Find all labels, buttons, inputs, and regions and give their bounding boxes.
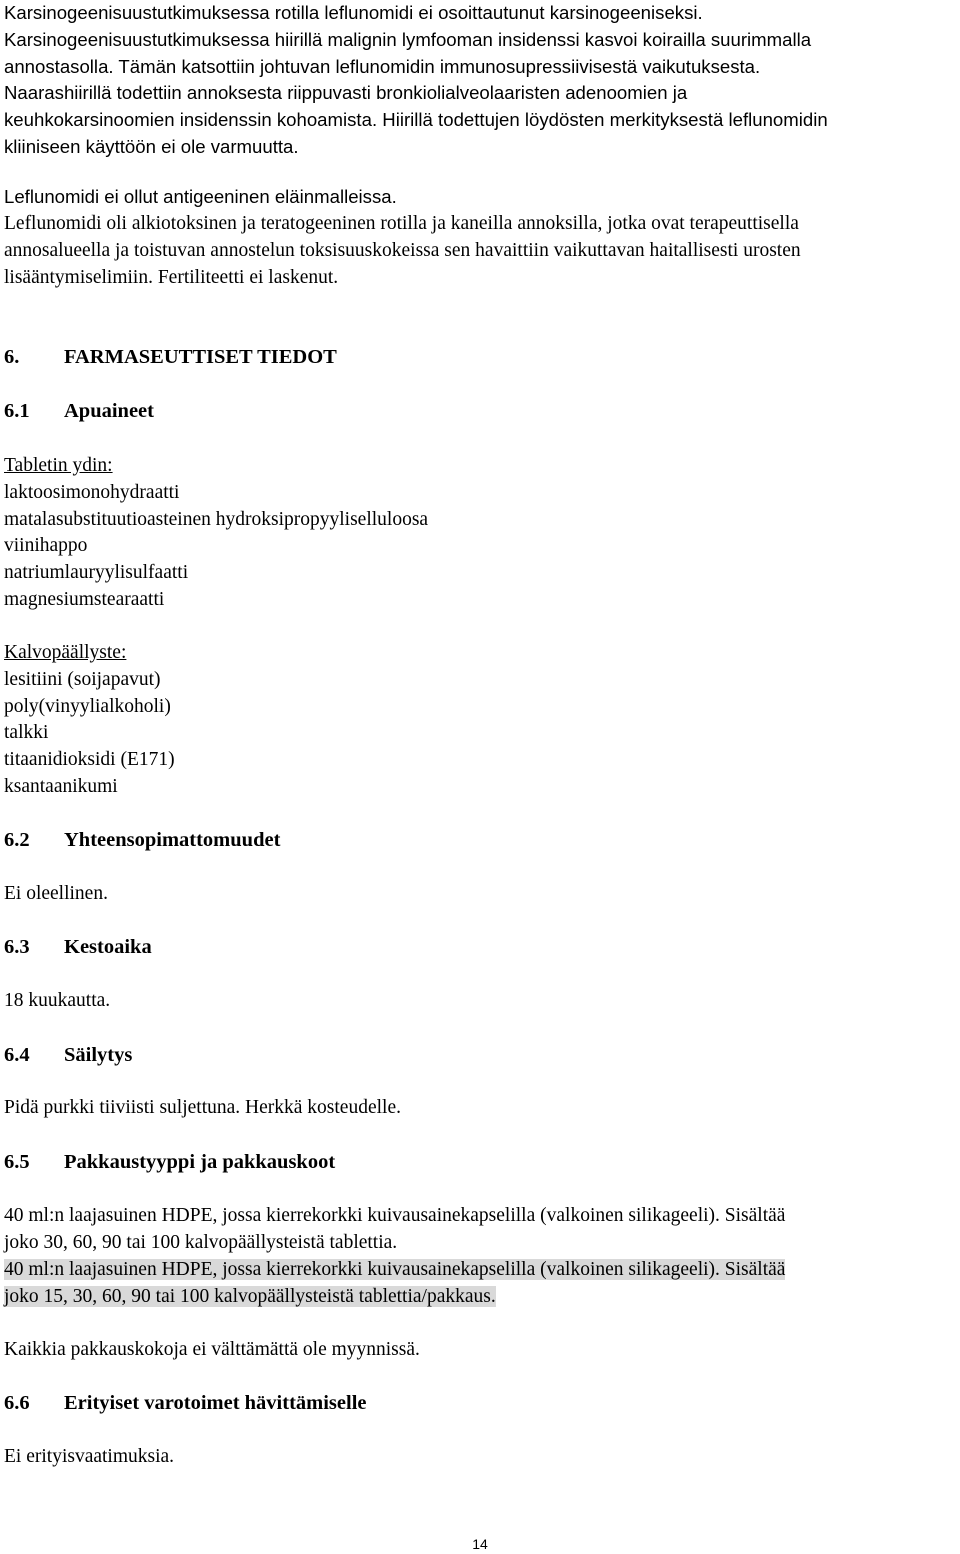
text-line: lisääntymiselimiin. Fertiliteetti ei laskenut. <box>4 266 339 288</box>
section-title: Erityiset varotoimet hävittämiselle <box>64 1392 367 1414</box>
section-6-2-text <box>4 881 956 908</box>
section-6-2-heading <box>4 827 956 854</box>
text-line: Karsinogeenisuustutkimuksessa hiirillä malignin lymfooman insidenssi kasvoi koirailla suurimmalla <box>4 28 812 50</box>
section-6-3-text <box>4 988 956 1015</box>
section-title: Kestoaika <box>64 936 152 958</box>
text-line: Leflunomidi oli alkiotoksinen ja teratogeeninen rotilla ja kaneilla annoksilla, jotka ovat terapeuttisella <box>4 213 799 234</box>
excipients-core-list <box>4 453 956 614</box>
text-line: annostasolla. Tämän katsottiin johtuvan leflunomidin immunosupressiivisestä vaikutuksesta. <box>4 55 761 77</box>
pack-description-1 <box>4 1203 956 1257</box>
list-item: lesitiini (soijapavut) <box>4 668 161 690</box>
list-item: magnesiumstearaatti <box>4 588 165 610</box>
toxicity-paragraph <box>4 211 956 291</box>
section-number: 6.5 <box>4 1151 30 1173</box>
section-title: Säilytys <box>64 1044 133 1066</box>
section-title: Yhteensopimattomuudet <box>64 829 281 851</box>
text-line: kliiniseen käyttöön ei ole varmuutta. <box>4 135 299 157</box>
antigenicity-paragraph <box>4 184 956 211</box>
text-line: annosalueella ja toistuvan annostelun toksisuuskokeissa sen havaittiin vaikuttavan haitallisesti urosten <box>4 239 801 261</box>
text-line: 40 ml:n laajasuinen HDPE, jossa kierrekorkki kuivausainekapselilla (valkoinen silikageeli). Sisältää <box>4 1205 786 1226</box>
list-item: natriumlauryylisulfaatti <box>4 562 189 584</box>
section-6-4-heading <box>4 1042 956 1069</box>
list-item: viinihappo <box>4 535 88 557</box>
coating-label: Kalvopäällyste: <box>4 642 127 663</box>
list-item: poly(vinyylialkoholi) <box>4 695 171 717</box>
highlighted-text-line: joko 15, 30, 60, 90 tai 100 kalvopäällysteistä tablettia/pakkaus. <box>4 1285 496 1307</box>
section-6-5-heading <box>4 1149 956 1176</box>
text-line: 18 kuukautta. <box>4 990 111 1011</box>
section-number: 6.6 <box>4 1392 30 1414</box>
section-number: 6.3 <box>4 936 30 958</box>
text-line: Kaikkia pakkauskokoja ei välttämättä ole myynnissä. <box>4 1339 420 1360</box>
page-number: 14 <box>472 1536 488 1552</box>
text-line: Karsinogeenisuustutkimuksessa rotilla leflunomidi ei osoittautunut karsinogeeniseksi. <box>4 2 703 23</box>
pack-availability-note <box>4 1337 956 1364</box>
list-item: laktoosimonohydraatti <box>4 481 180 503</box>
excipients-coating-list <box>4 640 956 801</box>
text-line: joko 30, 60, 90 tai 100 kalvopäällysteistä tablettia. <box>4 1231 398 1253</box>
section-6-1-heading <box>4 398 956 425</box>
carcinogenicity-paragraph <box>4 0 956 161</box>
text-line: Ei erityisvaatimuksia. <box>4 1446 175 1467</box>
text-line: Leflunomidi ei ollut antigeeninen eläinmalleissa. <box>4 186 397 207</box>
list-item: ksantaanikumi <box>4 775 118 797</box>
text-line: Ei oleellinen. <box>4 883 108 904</box>
section-number: 6.1 <box>4 400 30 422</box>
list-item: titaanidioksidi (E171) <box>4 749 175 771</box>
text-line: Naarashiirillä todettiin annoksesta riippuvasti bronkiolialveolaaristen adenoomien ja <box>4 82 688 104</box>
section-title: Pakkaustyyppi ja pakkauskoot <box>64 1151 336 1173</box>
section-number: 6. <box>4 346 20 368</box>
section-6-4-text <box>4 1095 956 1122</box>
section-number: 6.4 <box>4 1044 30 1066</box>
section-6-6-text <box>4 1444 956 1471</box>
section-title: FARMASEUTTISET TIEDOT <box>64 346 337 368</box>
section-6-6-heading <box>4 1390 956 1417</box>
section-number: 6.2 <box>4 829 30 851</box>
list-item: matalasubstituutioasteinen hydroksipropyyliselluloosa <box>4 508 429 530</box>
highlighted-text-line: 40 ml:n laajasuinen HDPE, jossa kierrekorkki kuivausainekapselilla (valkoinen silikageeli). Sisältää <box>4 1259 786 1280</box>
section-6-heading <box>4 344 956 371</box>
list-item: talkki <box>4 722 49 744</box>
section-6-3-heading <box>4 934 956 961</box>
core-label: Tabletin ydin: <box>4 455 113 476</box>
pack-description-2 <box>4 1257 956 1311</box>
text-line: Pidä purkki tiiviisti suljettuna. Herkkä kosteudelle. <box>4 1097 401 1118</box>
text-line: keuhkokarsinoomien insidenssin kohoamista. Hiirillä todettujen löydösten merkityksestä leflunomidin <box>4 109 828 131</box>
section-title: Apuaineet <box>64 400 154 422</box>
